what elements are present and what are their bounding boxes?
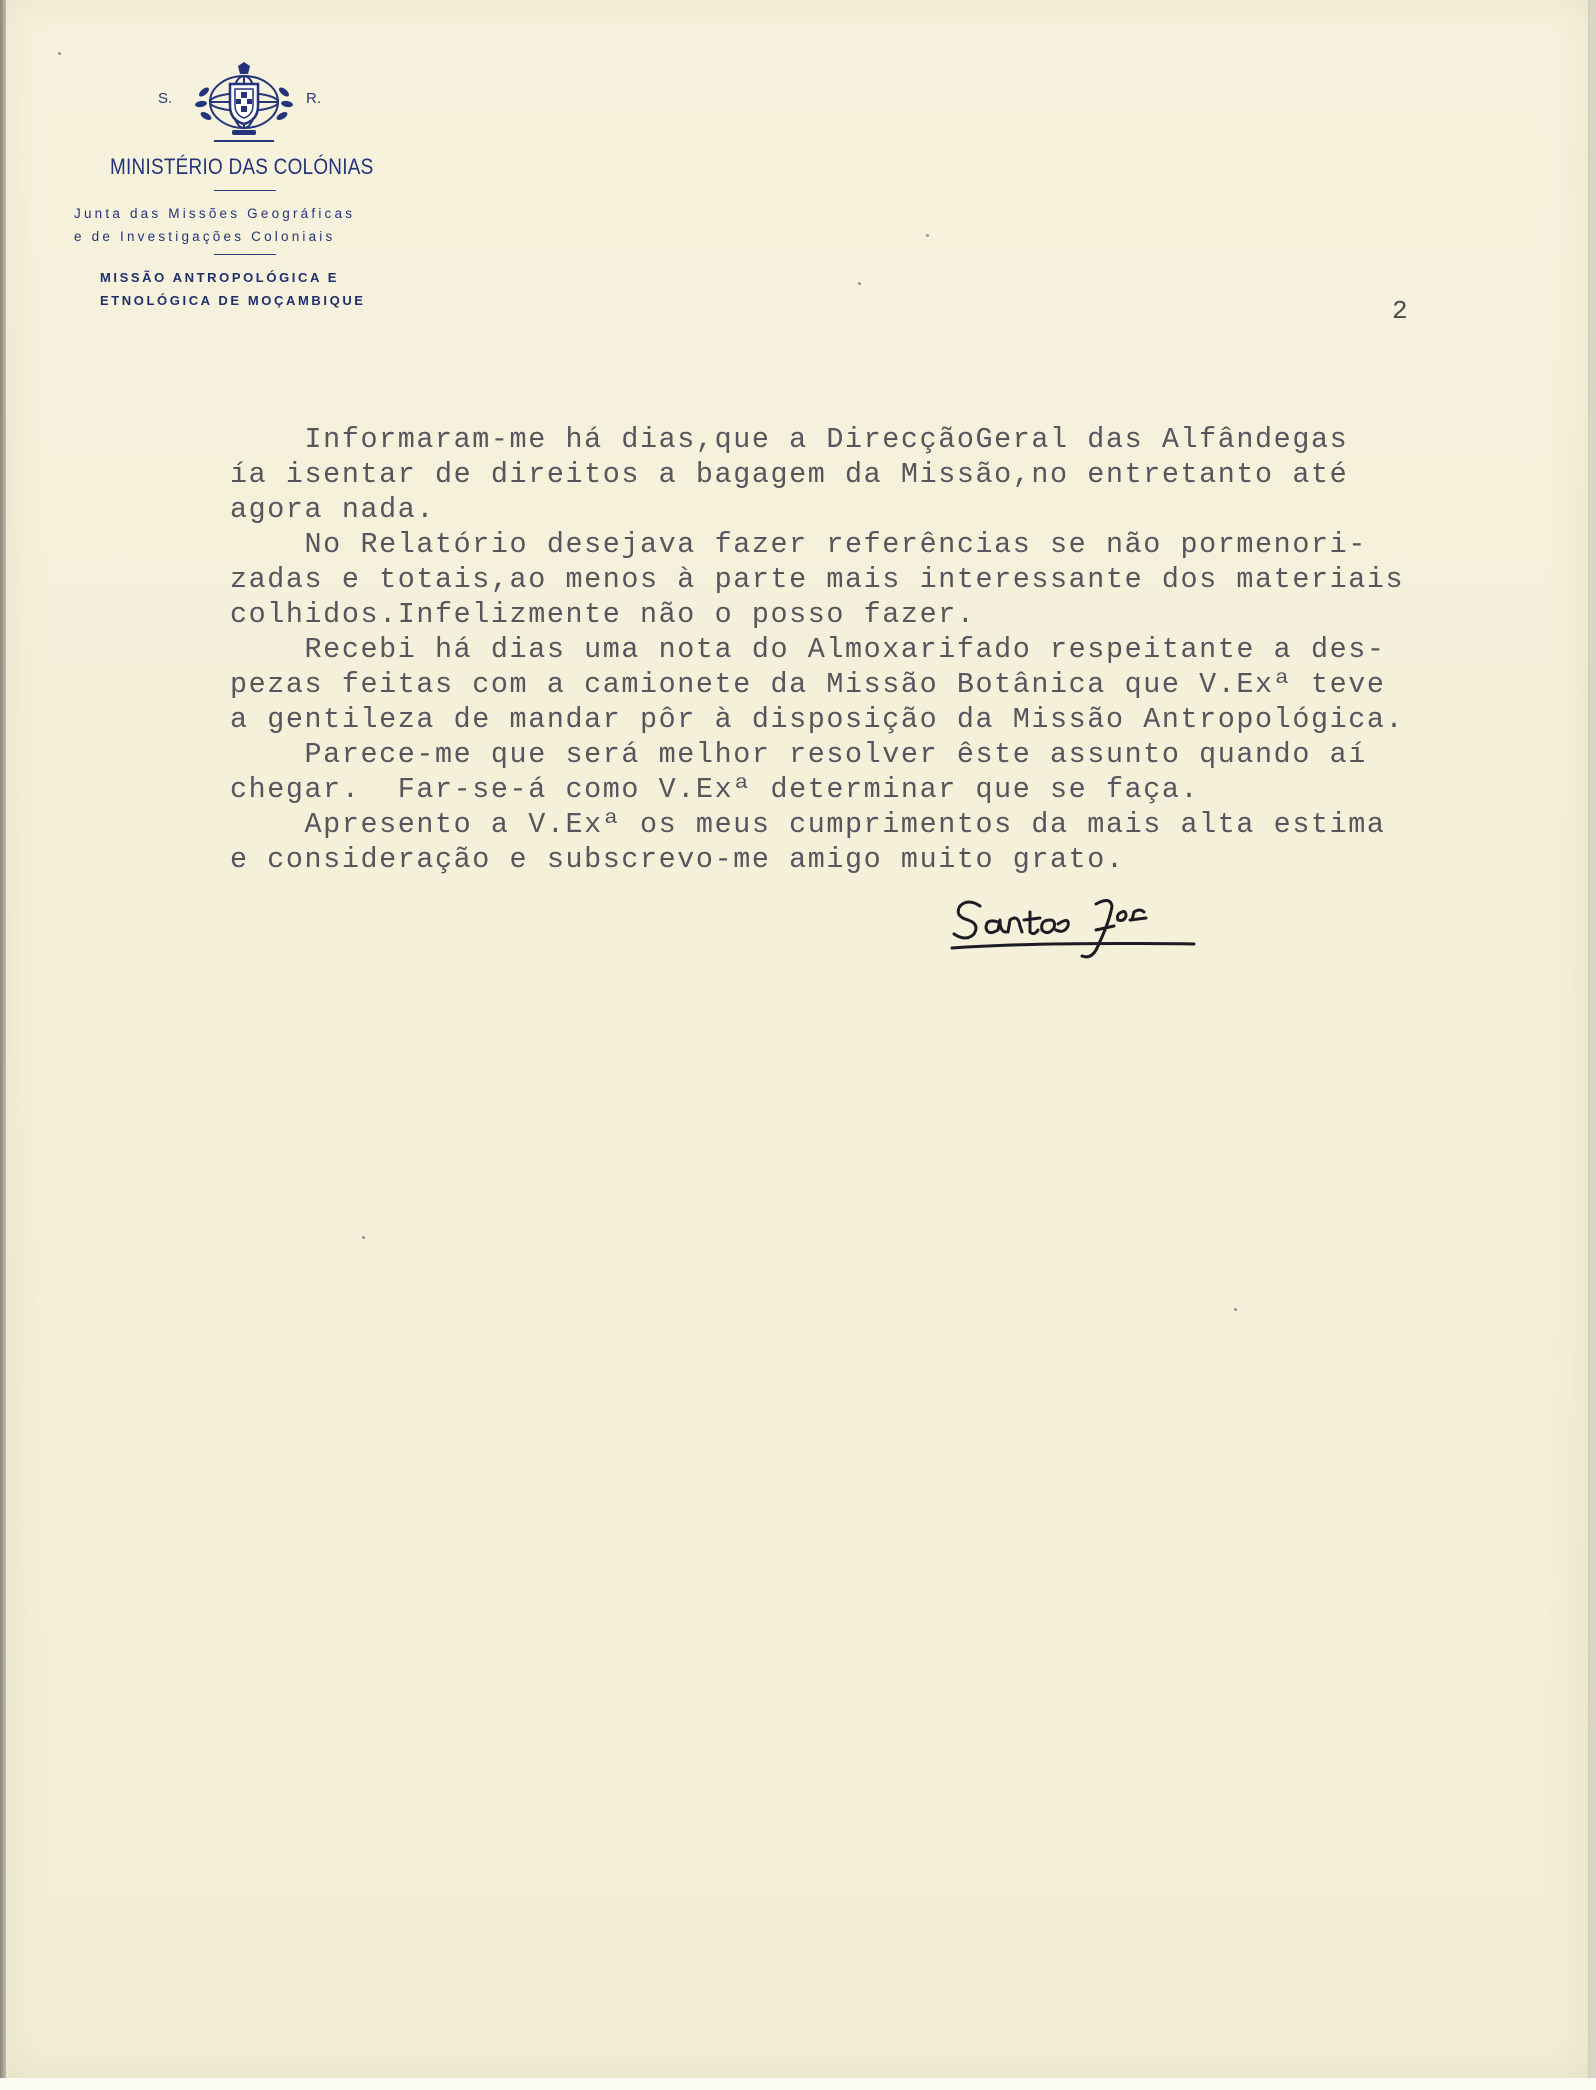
sr-right-label: R. [306,90,321,107]
body-line: Recebi há dias uma nota do Almoxarifado respeitante a des- [230,633,1386,666]
coat-of-arms-icon [192,62,296,138]
body-line: Apresento a V.Exª os meus cumprimentos da mais alta estima [230,808,1386,841]
body-line: Parece-me que será melhor resolver êste assunto quando aí [230,738,1367,771]
body-line: a gentileza de mandar pôr à disposição da Missão Antropológica. [230,703,1405,736]
crest-divider [214,140,274,142]
junta-divider [214,254,276,255]
paper-speck [362,1236,365,1239]
junta-line-1: Junta das Missões Geográficas [74,206,356,221]
paper-bottom-edge [0,2078,1596,2090]
letter-sheet [6,0,1590,2078]
body-line: chegar. Far-se-á como V.Exª determinar que se faça. [230,773,1200,806]
missao-block [100,266,366,312]
body-line: colhidos.Infelizmente não o posso fazer. [230,598,976,631]
letterhead [66,62,426,308]
body-line: No Relatório desejava fazer referências se não pormenori- [230,528,1367,561]
body-line: Informaram-me há dias,que a DirecçãoGeral das Alfândegas [230,423,1349,456]
ministry-title: MINISTÉRIO DAS COLÓNIAS [110,154,374,179]
ministry-divider [214,190,276,191]
body-line: agora nada. [230,493,436,526]
crest-row [66,62,426,140]
junta-line-2: e de Investigações Coloniais [74,229,336,244]
junta-block [74,202,355,248]
missao-line-2: ETNOLÓGICA DE MOÇAMBIQUE [100,293,366,308]
handwritten-signature [946,890,1206,990]
missao-line-1: MISSÃO ANTROPOLÓGICA E [100,270,339,285]
sr-left-label: S. [158,90,173,107]
body-line: zadas e totais,ao menos à parte mais interessante dos materiais [230,563,1405,596]
body-line: e consideração e subscrevo-me amigo muito grato. [230,843,1125,876]
paper-speck [1234,1308,1237,1311]
body-line: pezas feitas com a camionete da Missão Botânica que V.Exª teve [230,668,1386,701]
letter-body [230,422,1570,877]
paper-speck [58,52,61,55]
paper-speck [858,282,861,285]
body-line: ía isentar de direitos a bagagem da Missão,no entretanto até [230,458,1349,491]
page-number: 2 [1392,296,1408,326]
paper-speck [926,234,929,237]
